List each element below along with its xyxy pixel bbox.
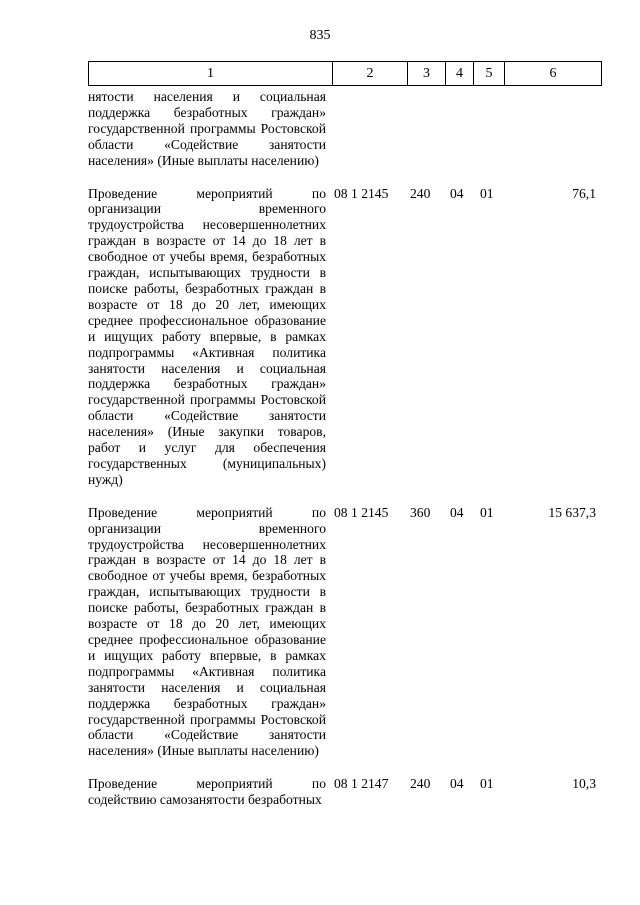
row-vr: 360	[410, 504, 431, 520]
column-header-2: 2	[333, 62, 408, 86]
row-sum: 76,1	[572, 185, 596, 201]
row-description: нятости населения и социальная поддержка безработных граждан» государственной программы Ростовской области «Содействие занятости населения» (Иные выплаты населению)	[88, 89, 326, 168]
table-row	[88, 776, 600, 808]
row-pr: 01	[480, 185, 494, 201]
row-description: Проведение мероприятий по содействию самозанятости безработных	[88, 776, 326, 808]
column-header-6: 6	[505, 62, 602, 86]
row-code: 08 1 2145	[334, 504, 389, 520]
column-header-5: 5	[474, 62, 505, 86]
row-vr: 240	[410, 776, 431, 792]
column-header-3: 3	[408, 62, 446, 86]
row-description: Проведение мероприятий по организации временного трудоустройства несовершеннолетних граждан в возрасте от 14 до 18 лет в свободное от учебы время, безработных граждан, испытывающих трудности в поиске работы, безработных граждан в возрасте от 18 до 20 лет, имеющих среднее профессиональное образование и ищущих работу впервые, в рамках подпрограммы «Активная политика занятости населения и социальная поддержка безработных граждан» государственной программы Ростовской области «Содействие занятости населения» (Иные выплаты населению)	[88, 504, 326, 759]
row-vr: 240	[410, 185, 431, 201]
table-body	[88, 89, 600, 825]
page-number: 835	[309, 28, 331, 43]
column-header-4: 4	[446, 62, 474, 86]
row-rz: 04	[450, 776, 464, 792]
column-header-1: 1	[89, 62, 333, 86]
column-header-row	[89, 62, 602, 86]
row-rz: 04	[450, 504, 464, 520]
row-description: Проведение мероприятий по организации временного трудоустройства несовершеннолетних граждан в возрасте от 14 до 18 лет в свободное от учебы время, безработных граждан, испытывающих трудности в поиске работы, безработных граждан в возрасте от 18 до 20 лет, имеющих среднее профессиональное образование и ищущих работу впервые, в рамках подпрограммы «Активная политика занятости населения и социальная поддержка безработных граждан» государственной программы Ростовской области «Содействие занятости населения» (Иные закупки товаров, работ и услуг для обеспечения государственных (муниципальных) нужд)	[88, 185, 326, 487]
row-sum: 10,3	[572, 776, 596, 792]
row-pr: 01	[480, 776, 494, 792]
table-row	[88, 89, 600, 169]
table-row	[88, 505, 600, 760]
column-header-table	[88, 61, 602, 86]
row-rz: 04	[450, 185, 464, 201]
row-code: 08 1 2145	[334, 185, 389, 201]
row-code: 08 1 2147	[334, 776, 389, 792]
row-sum: 15 637,3	[548, 504, 596, 520]
table-row	[88, 186, 600, 488]
row-pr: 01	[480, 504, 494, 520]
